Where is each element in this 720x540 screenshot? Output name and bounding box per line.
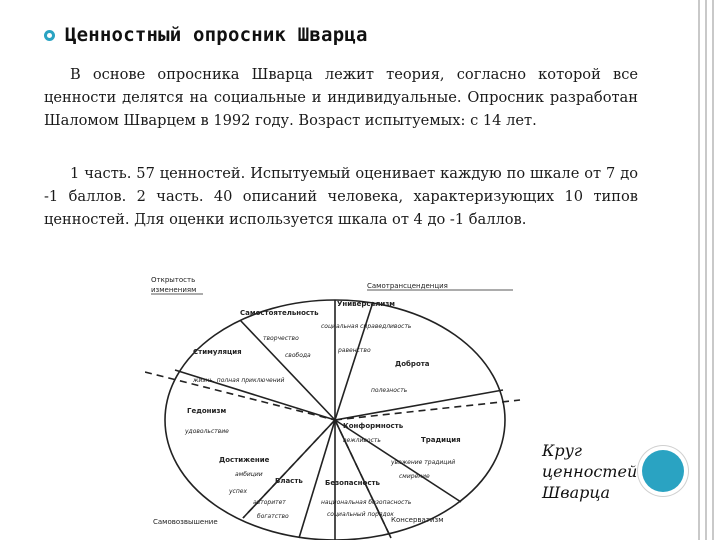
sub-value-label: полезность <box>371 387 408 394</box>
value-type-label: Самостоятельность <box>240 309 319 317</box>
diagram-caption <box>542 440 642 503</box>
value-type-label: Гедонизм <box>187 407 227 415</box>
value-type-label: Власть <box>275 477 303 485</box>
outer-label-self-transcendence: Самотрансценденция <box>367 282 448 290</box>
caption-line: ценностей <box>542 462 638 481</box>
decorative-rail <box>705 0 707 540</box>
sector-line <box>335 302 373 420</box>
sub-value-label: свобода <box>285 352 311 359</box>
decorative-rail <box>712 0 714 540</box>
value-type-label: Традиция <box>421 436 461 444</box>
value-type-label: Доброта <box>395 360 430 368</box>
outer-label-openness: изменениям <box>151 286 197 294</box>
decorative-circle-icon <box>642 450 684 492</box>
sub-value-label: равенство <box>338 347 371 354</box>
value-type-label: Безопасность <box>325 479 380 487</box>
sub-value-label: уважение традиций <box>391 459 456 466</box>
sub-value-label: творчество <box>263 335 299 342</box>
slide-title: Ценностный опросник Шварца <box>65 24 368 46</box>
values-circle-diagram <box>145 272 525 540</box>
decorative-rail <box>698 0 700 540</box>
caption-line: Круг <box>542 441 582 460</box>
slide-title-row <box>44 24 368 46</box>
sub-value-label: успех <box>229 488 248 495</box>
sub-value-label: смирение <box>399 473 430 480</box>
value-type-label: Универсализм <box>337 300 396 308</box>
outer-label-openness: Открытость <box>151 276 196 284</box>
sector-line <box>335 390 503 420</box>
sub-value-label: жизнь, полная приключений <box>193 377 285 384</box>
caption-line: Шварца <box>542 483 611 502</box>
sub-value-label: вежливость <box>343 437 381 444</box>
sub-value-label: амбиции <box>235 471 263 478</box>
sub-value-label: национальная безопасность <box>321 499 412 506</box>
intro-paragraph: В основе опросника Шварца лежит теория, согласно которой все ценности делятся на социальные и индивидуальные. Опросник разработан Шаломом Шварцем в 1992 году. Возраст испытуемых: с 14 лет. <box>44 66 638 129</box>
value-type-label: Достижение <box>219 456 270 464</box>
outer-label-self-enhancement: Самовозвышение <box>153 518 218 526</box>
value-type-label: Стимуляция <box>193 348 242 356</box>
sub-value-label: авторитет <box>253 499 286 506</box>
sub-value-label: удовольствие <box>185 428 229 435</box>
sub-value-label: богатство <box>257 513 289 520</box>
method-paragraph: 1 часть. 57 ценностей. Испытуемый оценивает каждую по шкале от 7 до -1 баллов. 2 часть. 40 описаний человека, характеризующих 10 типов ценностей. Для оценки используется шкала от 4 до -1 баллов. <box>44 165 638 228</box>
sub-value-label: социальная справедливость <box>321 323 412 330</box>
outer-label-conservatism: Консерватизм <box>391 516 444 524</box>
bullet-icon <box>44 30 55 41</box>
sub-value-label: социальный порядок <box>327 511 394 518</box>
value-type-label: Конформность <box>343 422 404 430</box>
